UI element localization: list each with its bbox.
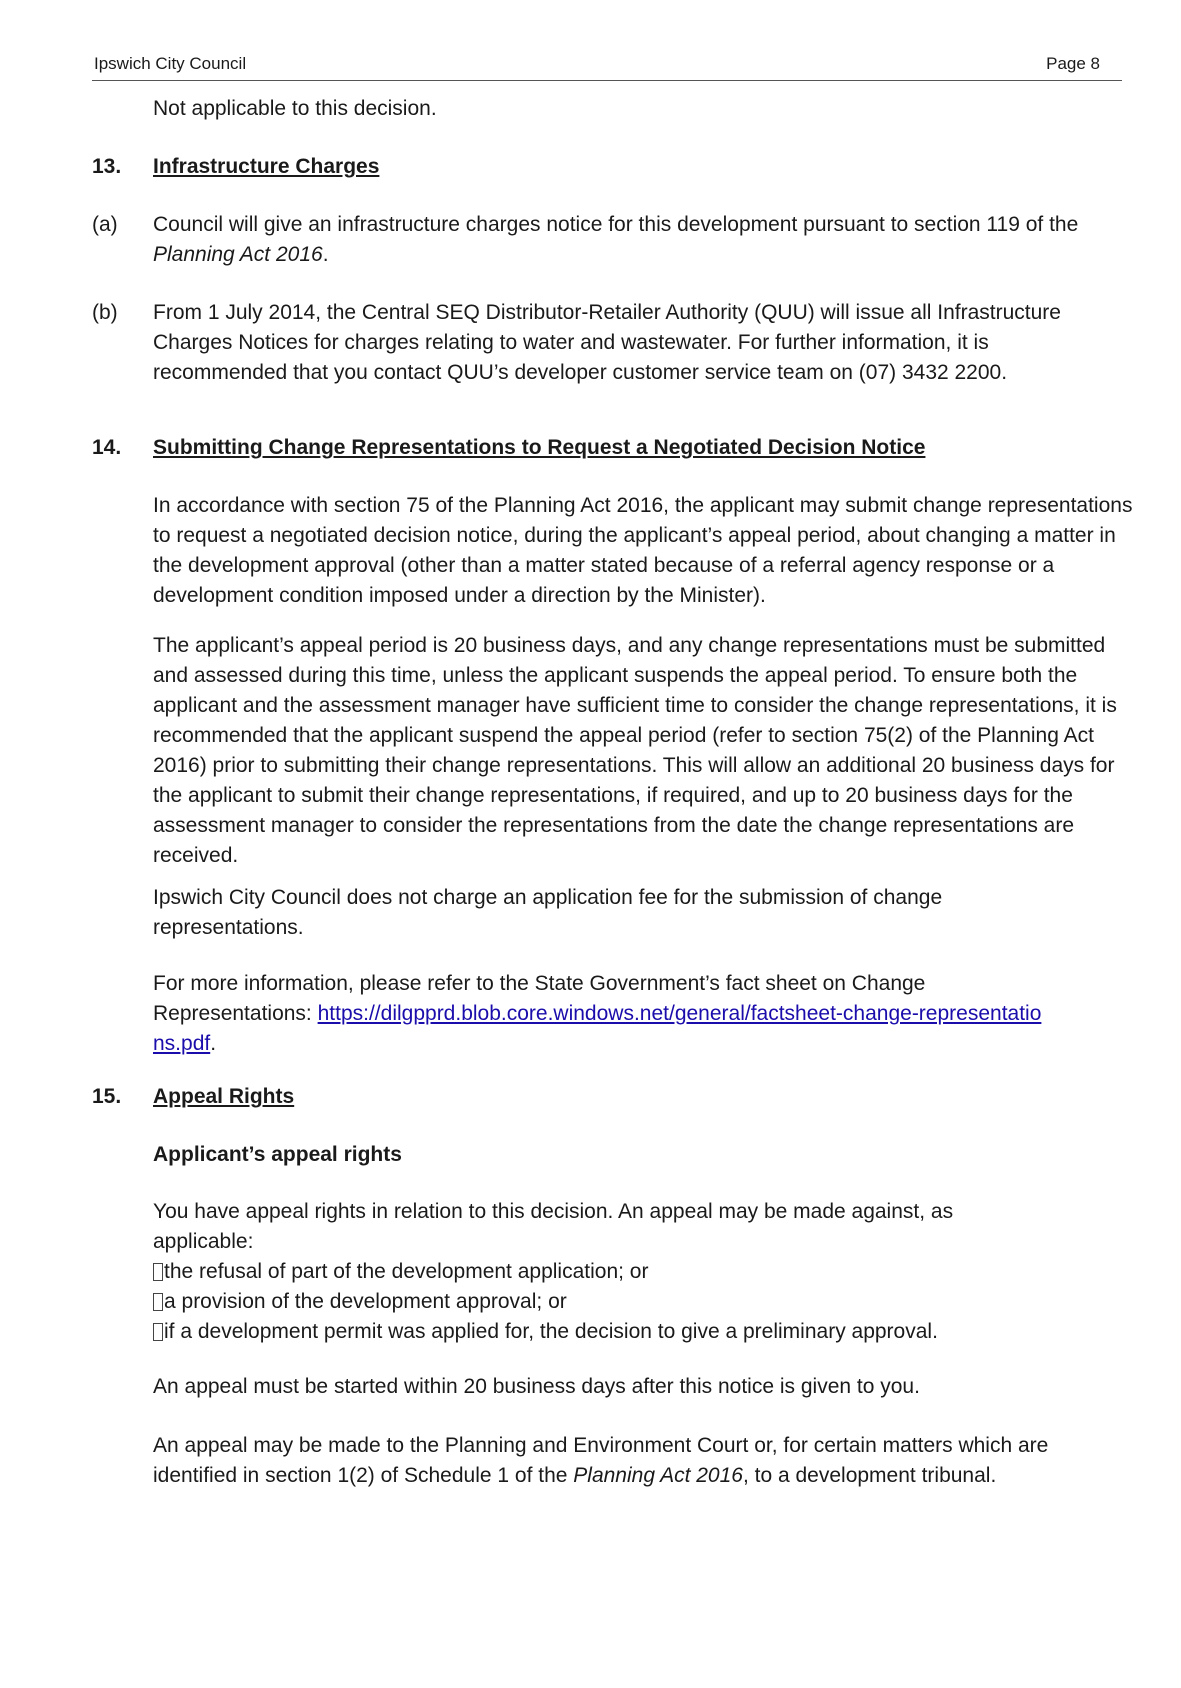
page-header [92, 52, 1122, 81]
section-14-paragraph-2: The applicant’s appeal period is 20 business days, and any change representations must be submitted and assessed during this time, unless the applicant suspends the appeal period. To ensure both the applicant and the assessment manager have sufficient time to consider the change representations, it is recommended that the applicant suspend the appeal period (refer to section 75(2) of the Planning Act 2016) prior to submitting their change representations. This will allow an additional 20 business days for the applicant to submit their change representations, if required, and up to 20 business days for the assessment manager to consider the representations from the date the change representations are received. [153, 634, 1117, 867]
bullet-icon [153, 1323, 163, 1341]
item-a-act: Planning Act 2016 [153, 243, 323, 266]
section-14-paragraph-1: In accordance with section 75 of the Planning Act 2016, the applicant may submit change representations to request a negotiated decision notice, during the applicant’s appeal period, about changing a matter in the development approval (other than a matter stated because of a referral agency response or a development condition imposed under a direction by the Minister). [153, 494, 1133, 607]
section-14-number: 14. [92, 436, 122, 459]
item-a-text-2: . [322, 243, 329, 266]
appeal-venue-text-1: An appeal may be made to the Planning and Environment Court or, for certain matters which are identified in section 1(2) of Schedule 1 of the [153, 1434, 1049, 1487]
section-15-number: 15. [92, 1085, 122, 1108]
factsheet-intro: For more information, please refer to the State Government’s fact sheet on Change Representations: [153, 972, 926, 1025]
item-b-text: From 1 July 2014, the Central SEQ Distributor-Retailer Authority (QUU) will issue all Infrastructure Charges Notices for charges relating to water and wastewater. For further information, it is recommended that you contact QUU’s developer customer service team on (07) 3432 2200. [153, 301, 1061, 384]
item-a-text [153, 210, 1133, 270]
list-item [153, 1287, 1133, 1317]
appeal-intro: You have appeal rights in relation to this decision. An appeal may be made against, as applicable: [153, 1200, 954, 1253]
bullet-text: if a development permit was applied for, the decision to give a preliminary approval. [164, 1320, 938, 1343]
appeal-venue-act: Planning Act 2016 [573, 1464, 743, 1487]
appeal-deadline: An appeal must be started within 20 business days after this notice is given to you. [153, 1375, 920, 1398]
appeal-bullet-list [153, 1257, 1133, 1347]
list-item [153, 1317, 1133, 1347]
bullet-icon [153, 1263, 163, 1281]
factsheet-suffix: . [210, 1032, 217, 1055]
appeal-venue-text-2: , to a development tribunal. [742, 1464, 997, 1487]
appeal-venue [153, 1431, 1128, 1491]
section-14-title: Submitting Change Representations to Request a Negotiated Decision Notice [153, 436, 926, 459]
bullet-text: the refusal of part of the development application; or [164, 1260, 649, 1283]
factsheet-link[interactable]: https://dilgpprd.blob.core.windows.net/general/factsheet-change-representations.pdf [153, 1002, 1042, 1055]
item-a-text-1: Council will give an infrastructure charges notice for this development pursuant to section 119 of the [153, 213, 1079, 236]
bullet-icon [153, 1293, 163, 1311]
section-14-paragraph-4 [153, 969, 1053, 1059]
item-b-label: (b) [92, 301, 118, 324]
intro-text: Not applicable to this decision. [153, 97, 437, 120]
bullet-text: a provision of the development approval; or [164, 1290, 567, 1313]
header-org: Ipswich City Council [94, 54, 247, 73]
header-page-number: Page 8 [1046, 54, 1100, 73]
list-item [153, 1257, 1133, 1287]
item-a-label: (a) [92, 213, 118, 236]
section-15-title: Appeal Rights [153, 1085, 295, 1108]
section-14-paragraph-3: Ipswich City Council does not charge an application fee for the submission of change representations. [153, 886, 943, 939]
section-13-number: 13. [92, 155, 122, 178]
section-15-subtitle: Applicant’s appeal rights [153, 1143, 402, 1166]
section-13-title: Infrastructure Charges [153, 155, 380, 178]
